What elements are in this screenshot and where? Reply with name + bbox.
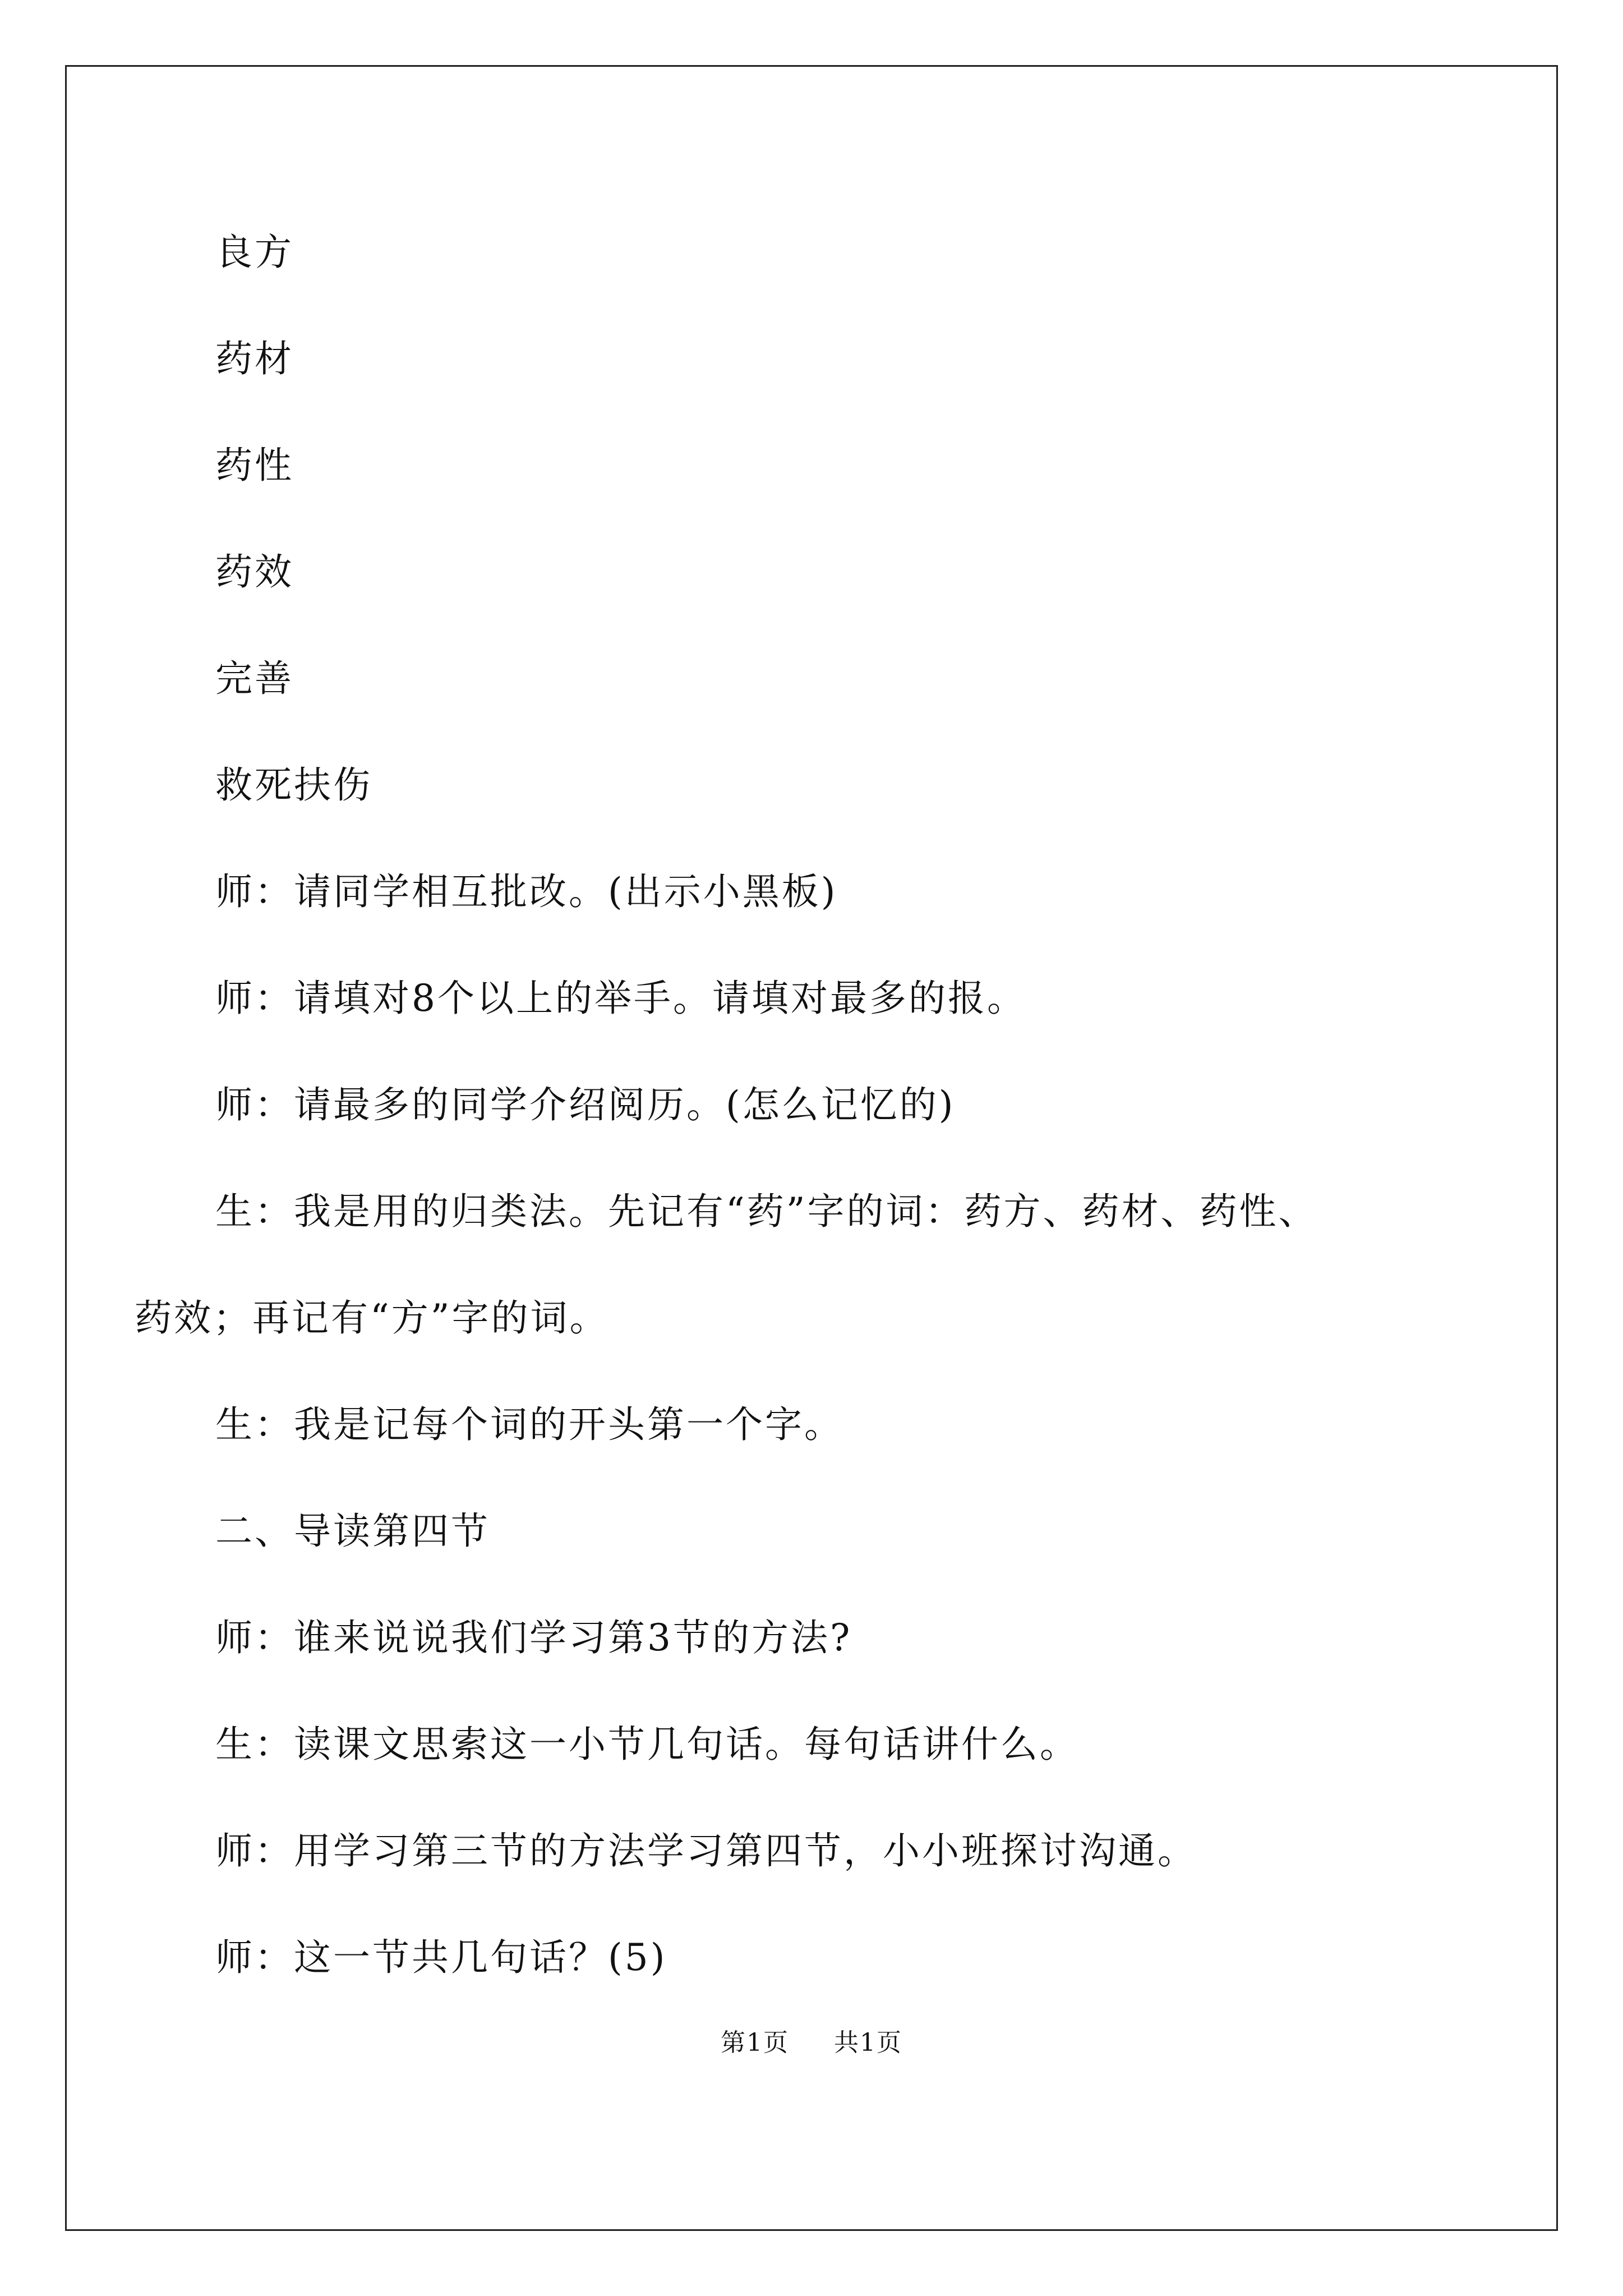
section-heading: 二、导读第四节 (215, 1510, 490, 1553)
text-line-13: 师：用学习第三节的方法学习第四节，小小班探讨沟通。 (215, 1829, 1197, 1872)
page-total: 共1页 (833, 2028, 902, 2057)
text-line-12: 生：读课文思索这一小节几句话。每句话讲什么。 (215, 1723, 1079, 1766)
page-footer (0, 2027, 1623, 2059)
text-line-4: 药效 (215, 550, 294, 593)
text-line-11: 师：谁来说说我们学习第3节的方法? (215, 1616, 852, 1659)
text-line-2: 药材 (215, 337, 294, 380)
footer-spacer (798, 2028, 825, 2057)
page-number: 第1页 (721, 2028, 790, 2057)
text-line-14: 师：这一节共几句话？(5) (215, 1936, 667, 1979)
text-line-6: 救死扶伤 (215, 763, 372, 807)
wrapped-paragraph-line-1: 生：我是用的归类法。先记有“药”字的词：药方、药材、药性、 (215, 1190, 1318, 1233)
text-line-7: 师：请同学相互批改。(出示小黑板) (215, 870, 838, 913)
text-line-5: 完善 (215, 657, 294, 700)
text-line-8: 师：请填对8个以上的举手。请填对最多的报。 (215, 977, 1026, 1020)
text-line-9: 师：请最多的同学介绍阅历。(怎么记忆的) (215, 1083, 956, 1126)
text-line-10: 生：我是记每个词的开头第一个字。 (215, 1403, 843, 1446)
text-line-3: 药性 (215, 444, 294, 487)
text-line-1: 良方 (215, 231, 294, 274)
wrapped-paragraph-line-2: 药效；再记有“方”字的词。 (135, 1296, 609, 1340)
